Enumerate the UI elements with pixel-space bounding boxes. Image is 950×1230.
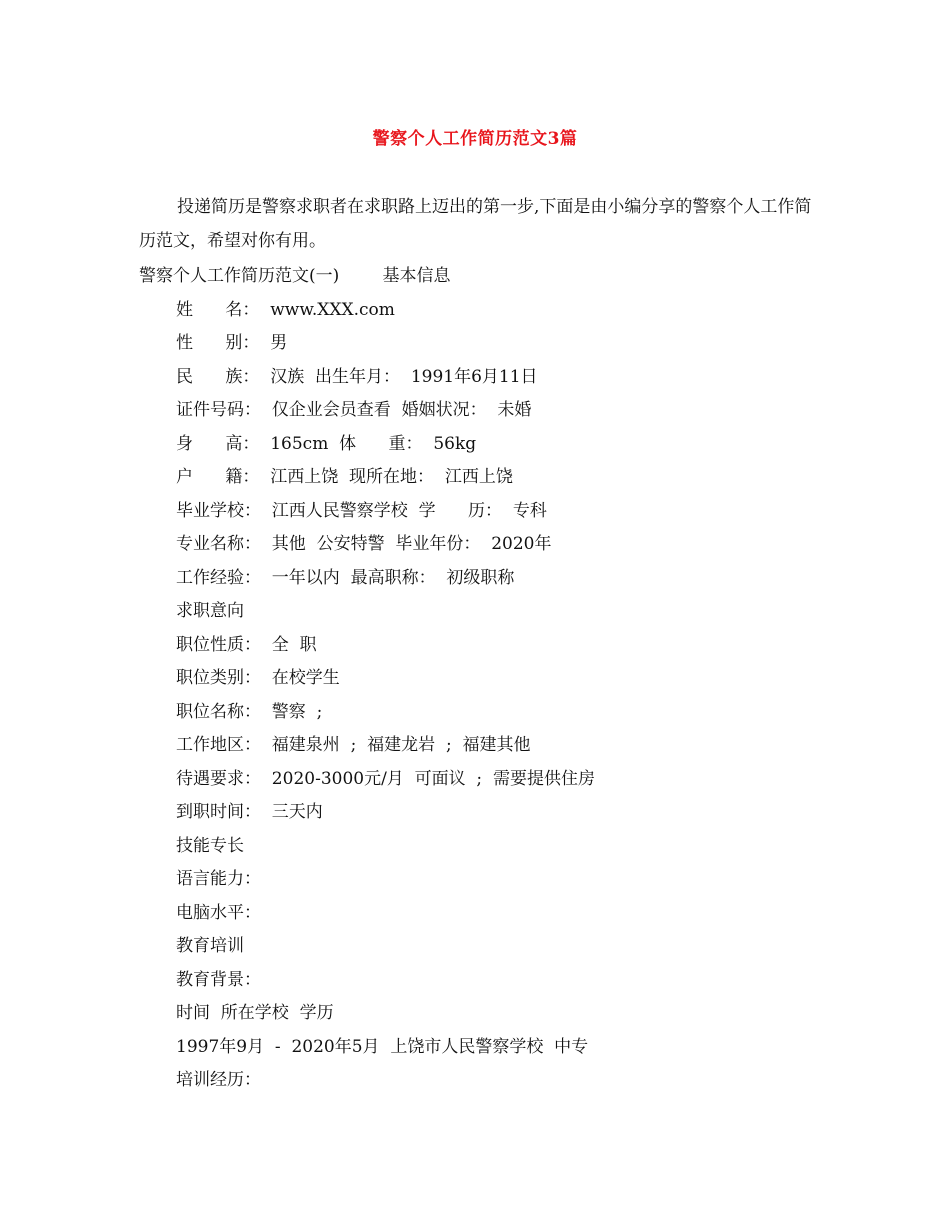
resume-line-start-time: 到职时间： 三天内 [176,802,323,822]
resume-line-education-background: 教育背景： [176,970,261,990]
resume-line-experience: 工作经验： 一年以内 最高职称： 初级职称 [176,568,515,588]
resume-line-salary: 待遇要求： 2020-3000元/月 可面议 ; 需要提供住房 [176,769,595,789]
resume-line-major: 专业名称： 其他 公安特警 毕业年份： 2020年 [176,534,552,554]
resume-line-gender: 性 别： 男 [176,333,288,353]
section-education: 教育培训 [176,936,244,956]
resume-line-job-title: 职位名称： 警察 ; [176,702,323,722]
resume-line-language: 语言能力： [176,869,261,889]
resume-line-school: 毕业学校： 江西人民警察学校 学 历： 专科 [176,501,547,521]
section-job-intention: 求职意向 [176,601,244,621]
resume-line-name: 姓 名： www.XXX.com [176,300,395,320]
resume-line-hukou: 户 籍： 江西上饶 现所在地： 江西上饶 [176,467,513,487]
resume-line-job-nature: 职位性质： 全 职 [176,635,317,655]
resume-line-id: 证件号码： 仅企业会员查看 婚姻状况： 未婚 [176,400,532,420]
resume-line-training: 培训经历： [176,1070,261,1090]
intro-paragraph [139,190,819,258]
resume-line-height: 身 高： 165cm 体 重： 56kg [176,434,477,454]
section-heading: 警察个人工作简历范文(一) 基本信息 [139,266,451,286]
education-table-header: 时间 所在学校 学历 [176,1003,334,1023]
resume-line-job-category: 职位类别： 在校学生 [176,668,340,688]
resume-line-computer: 电脑水平： [176,903,261,923]
document-title: 警察个人工作简历范文3篇 [372,129,578,149]
resume-line-ethnicity: 民 族： 汉族 出生年月： 1991年6月11日 [176,367,538,387]
education-table-row: 1997年9月 - 2020年5月 上饶市人民警察学校 中专 [176,1037,589,1057]
resume-line-work-area: 工作地区： 福建泉州 ; 福建龙岩 ; 福建其他 [176,735,531,755]
intro-text: 投递简历是警察求职者在求职路上迈出的第一步,下面是由小编分享的警察个人工作简历范文，希望对你有用。 [139,197,812,251]
section-skills: 技能专长 [176,836,244,856]
